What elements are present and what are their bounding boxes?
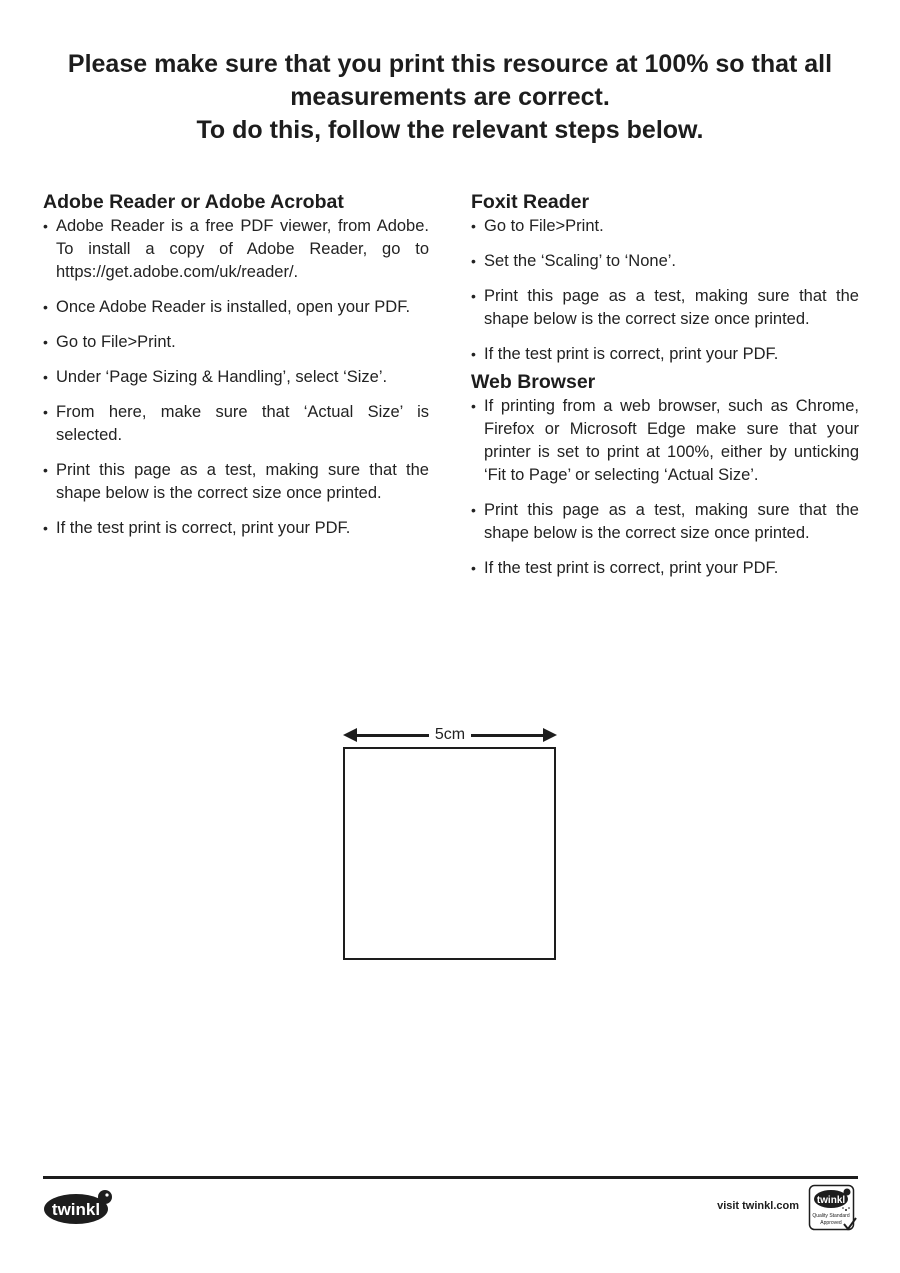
- logo-text: twinkl: [51, 1200, 101, 1219]
- adobe-section-title: Adobe Reader or Adobe Acrobat: [43, 191, 344, 213]
- quality-badge-icon: [808, 1184, 858, 1232]
- adobe-step: • Once Adobe Reader is installed, open your PDF.: [43, 296, 429, 319]
- foxit-step: • Print this page as a test, making sure that the shape below is the correct size once printed.: [471, 285, 859, 331]
- page-header: [40, 48, 860, 147]
- badge-line-1: Quality Standard: [812, 1213, 850, 1219]
- twinkl-logo-icon: [43, 1188, 115, 1226]
- arrow-right-icon: [543, 728, 557, 742]
- adobe-step: • Print this page as a test, making sure that the shape below is the correct size once printed.: [43, 459, 429, 505]
- adobe-step: • Under ‘Page Sizing & Handling’, select ‘Size’.: [43, 366, 429, 389]
- foxit-step: • Go to File>Print.: [471, 215, 859, 238]
- badge-line-2: Approved: [820, 1220, 842, 1226]
- foxit-steps-list: [471, 215, 859, 366]
- header-line-2: measurements are correct.: [290, 83, 610, 111]
- adobe-steps-list: [43, 215, 429, 540]
- twinkl-logo: [43, 1188, 115, 1226]
- right-column: [471, 190, 859, 592]
- adobe-step: • Adobe Reader is a free PDF viewer, from Adobe. To install a copy of Adobe Reader, go to https://get.adobe.com/uk/reader/.: [43, 215, 429, 284]
- adobe-step: • Go to File>Print.: [43, 331, 429, 354]
- badge-brand: twinkl: [816, 1195, 846, 1206]
- adobe-step: • If the test print is correct, print your PDF.: [43, 517, 429, 540]
- foxit-step: • If the test print is correct, print your PDF.: [471, 343, 859, 366]
- web-step: • Print this page as a test, making sure that the shape below is the correct size once printed.: [471, 499, 859, 545]
- visit-website-link[interactable]: visit twinkl.com: [717, 1200, 799, 1212]
- measurement-test-shape: [343, 720, 557, 962]
- left-column: [43, 190, 429, 552]
- quality-standard-badge: [808, 1184, 858, 1232]
- web-steps-list: [471, 395, 859, 580]
- arrow-line-right: [471, 734, 547, 737]
- measurement-label: 5cm: [434, 726, 466, 743]
- web-step: • If printing from a web browser, such as Chrome, Firefox or Microsoft Edge make sure that your printer is set to print at 100%, either by unticking ‘Fit to Page’ or selecting ‘Actual Size’.: [471, 395, 859, 487]
- web-step: • If the test print is correct, print your PDF.: [471, 557, 859, 580]
- foxit-step: • Set the ‘Scaling’ to ‘None’.: [471, 250, 859, 273]
- web-section-title: Web Browser: [471, 371, 596, 393]
- test-square: [343, 747, 556, 960]
- foxit-section-title: Foxit Reader: [471, 191, 590, 213]
- adobe-step: • From here, make sure that ‘Actual Size’ is selected.: [43, 401, 429, 447]
- header-line-1: Please make sure that you print this resource at 100% so that all: [67, 50, 833, 78]
- header-line-3: To do this, follow the relevant steps below.: [196, 116, 704, 144]
- footer-divider: [43, 1176, 858, 1179]
